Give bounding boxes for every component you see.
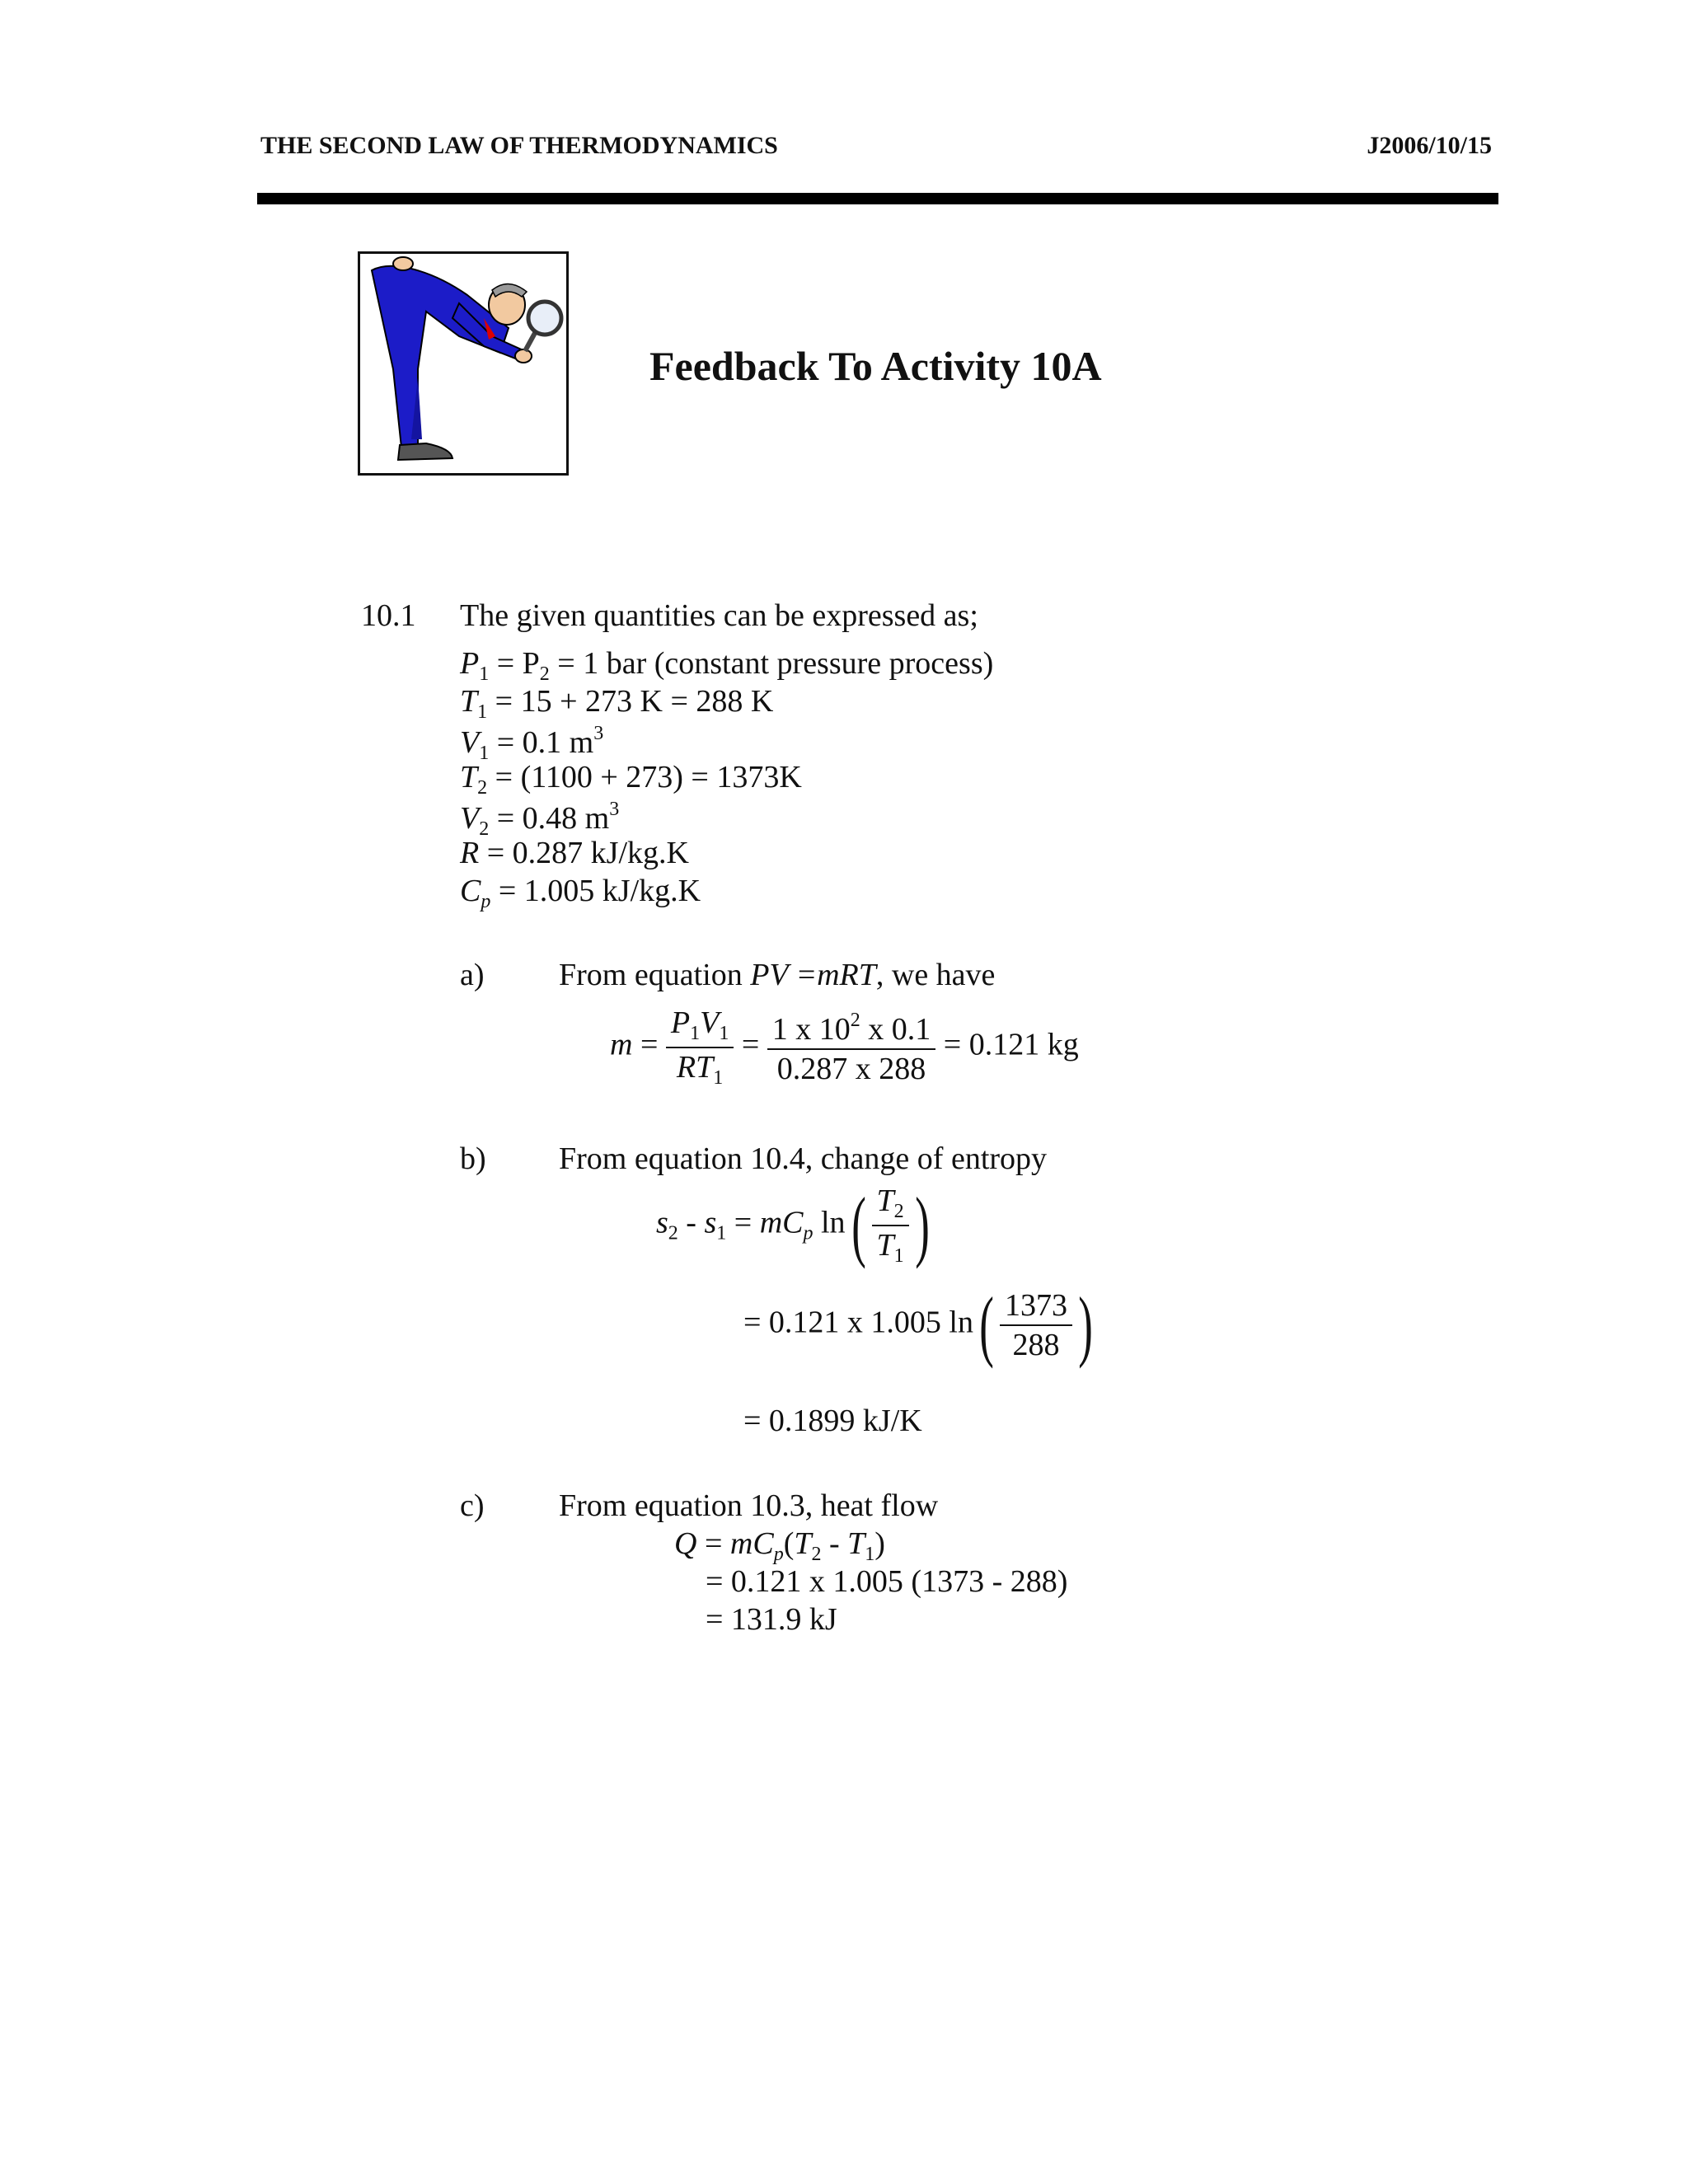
mass-equation: m = $\frac{P_1V_1}{RT_1}$ = $\frac{1 x 10^2 x 0.1}{0.287 x 288}$ = 0.121 kg: [610, 1005, 1079, 1089]
man-with-magnifying-glass-icon: [360, 254, 566, 473]
given-t2: $T_2 = (1100 + 273) = 1373K$: [460, 760, 802, 799]
header-title: THE SECOND LAW OF THERMODYNAMICS: [260, 132, 778, 159]
section-intro: The given quantities can be expressed as;: [460, 598, 978, 633]
part-b-text: From equation 10.4, change of entropy: [559, 1141, 1048, 1176]
page-title: Feedback To Activity 10A: [649, 343, 1102, 389]
section-number: 10.1: [361, 598, 416, 633]
heat-substitution: = 0.121 x 1.005 (1373 - 288): [706, 1564, 1068, 1599]
inspector-figure: [358, 251, 569, 476]
given-v2: $V_2 = 0.48$ $m^3$: [460, 799, 620, 840]
entropy-substitution: = 0.121 x 1.005 ln( $\frac{1373}{288}$ ): [743, 1281, 1093, 1369]
part-c-label: c): [460, 1488, 485, 1523]
given-v1: $V_1 = 0.1$ $m^3$: [460, 723, 604, 764]
heat-equation: $Q = mC_p(T_2 - T_1)$: [674, 1526, 885, 1565]
header-rule: [257, 193, 1498, 204]
entropy-result: = 0.1899 kJ/K: [743, 1404, 922, 1438]
given-t1: $T_1 = 15 + 273$ K = 288 K: [460, 684, 774, 723]
part-c-text: From equation 10.3, heat flow: [559, 1488, 939, 1523]
header-code: J2006/10/15: [1367, 132, 1492, 159]
heat-result: = 131.9 kJ: [706, 1602, 837, 1637]
entropy-equation: $s_2 - s_1 = mC_p$ ln( $\frac{T_2}{T_1}$ ): [656, 1181, 930, 1269]
part-a-text: From equation PV =mRT, we have: [559, 958, 996, 992]
given-cp: $C_p = 1.005$ kJ/kg.K: [460, 874, 701, 912]
given-pressure: $P_1 = P_2 = 1$ bar (constant pressure process): [460, 646, 994, 685]
part-a-label: a): [460, 958, 485, 992]
given-r: R = 0.287 kJ/kg.K: [460, 836, 689, 870]
part-b-label: b): [460, 1141, 486, 1176]
